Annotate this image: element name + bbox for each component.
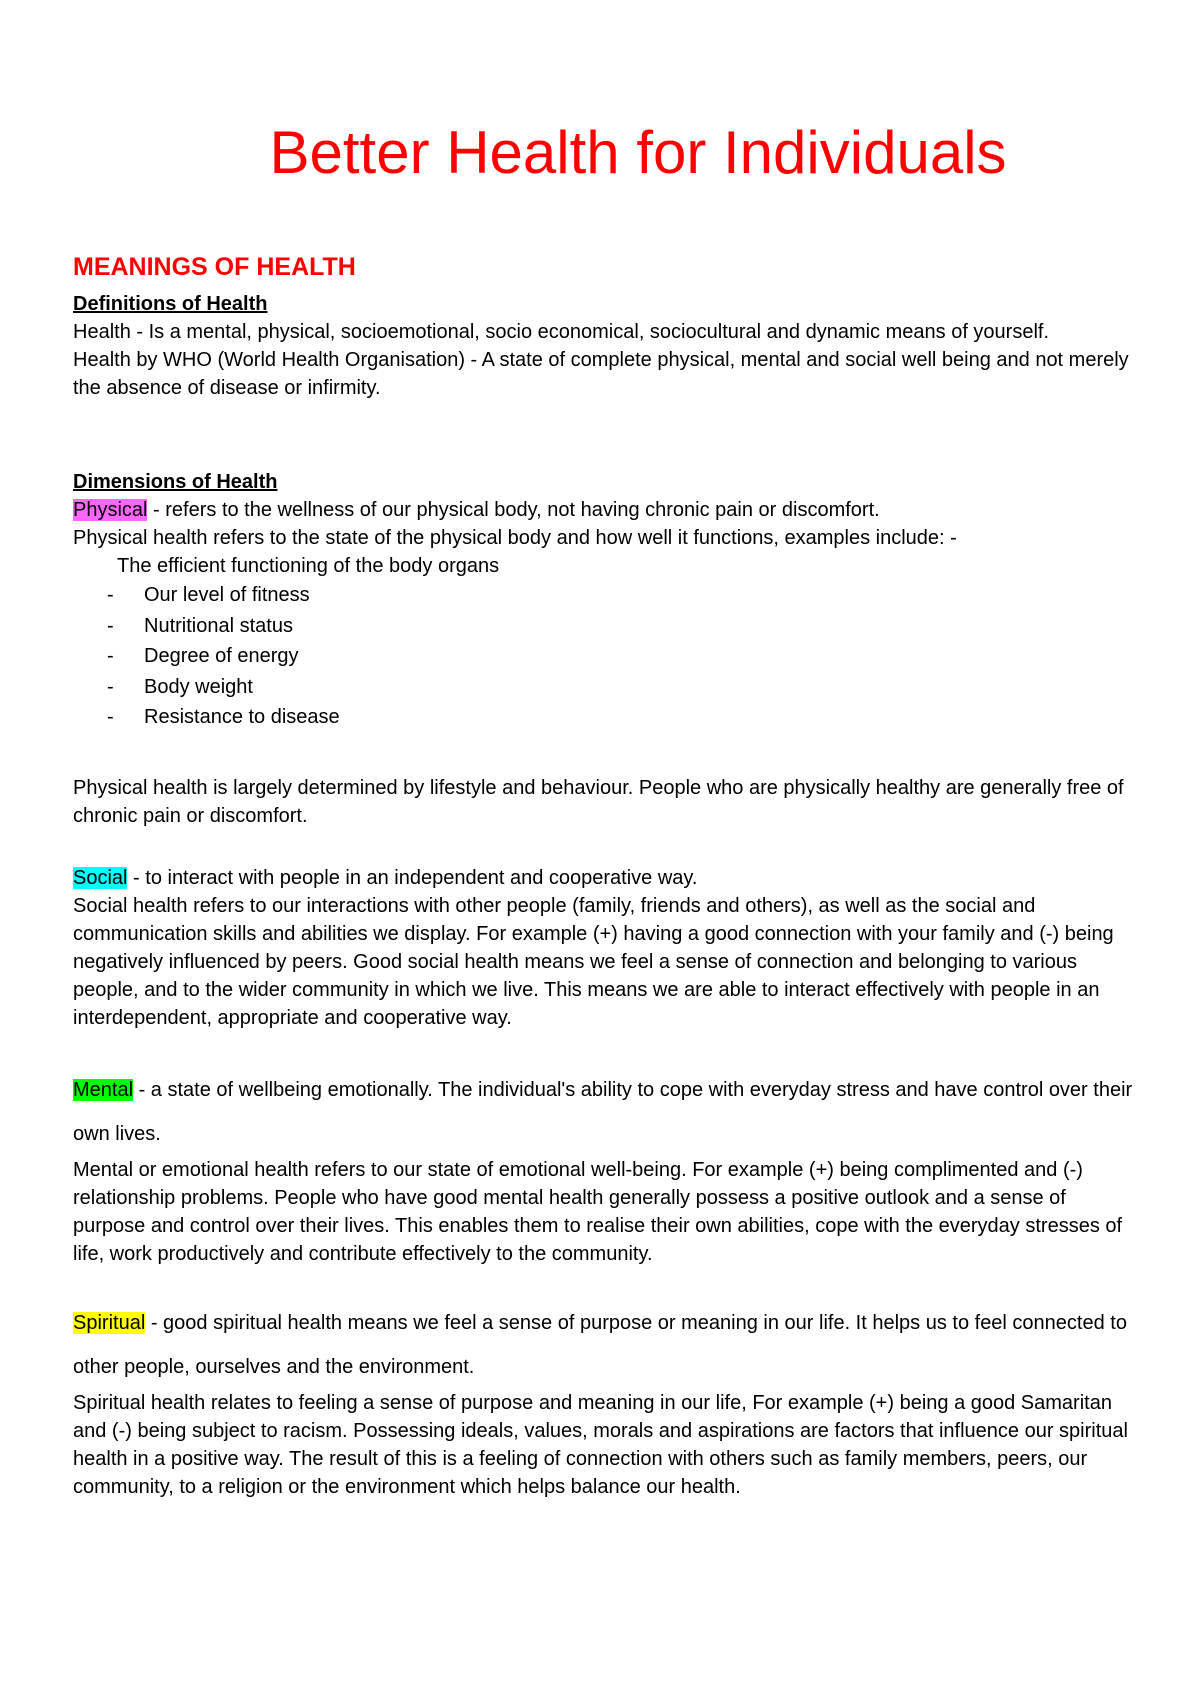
list-dash: -	[107, 645, 114, 667]
mental-block	[73, 1068, 1133, 1268]
spiritual-detail: Spiritual health relates to feeling a sense of purpose and meaning in our life, For example (+) being a good Samaritan and (-) being subject to racism. Possessing ideals, values, morals and aspirations are factors that influence our spiritual health in a positive way. The result of this is a feeling of connection with others such as family members, peers, our community, to a religion or the environment which helps balance our health.	[73, 1392, 1128, 1498]
list-item-text: Degree of energy	[144, 645, 299, 667]
section-heading: MEANINGS OF HEALTH	[73, 253, 356, 281]
document-title: Better Health for Individuals	[269, 119, 1007, 186]
physical-summary: Physical health is largely determined by lifestyle and behaviour. People who are physically healthy are generally free of chronic pain or discomfort.	[73, 777, 1124, 827]
physical-definition-text: - refers to the wellness of our physical body, not having chronic pain or discomfort.	[147, 499, 880, 521]
social-definition-text: - to interact with people in an independent and cooperative way.	[127, 867, 698, 889]
definitions-heading: Definitions of Health	[73, 293, 268, 315]
mental-label: Mental	[73, 1079, 134, 1101]
list-dash: -	[107, 614, 114, 637]
social-definition	[73, 864, 1133, 892]
list-item-text: Resistance to disease	[144, 706, 340, 728]
dimensions-heading: Dimensions of Health	[73, 471, 278, 493]
list-item	[73, 702, 1133, 733]
definitions-block	[73, 290, 1133, 402]
list-dash: -	[107, 706, 114, 728]
physical-intro: Physical health refers to the state of the physical body and how well it functions, examples include: -	[73, 527, 957, 549]
physical-label: Physical	[73, 499, 148, 521]
physical-summary-block	[73, 774, 1133, 830]
list-dash: -	[107, 584, 114, 606]
physical-first-example: The efficient functioning of the body organs	[117, 555, 500, 577]
list-item	[73, 611, 1133, 642]
list-item	[73, 641, 1133, 672]
mental-definition-text: - a state of wellbeing emotionally. The individual's ability to cope with everyday stress and have control over their own lives.	[73, 1079, 1133, 1145]
social-detail: Social health refers to our interactions with other people (family, friends and others), as well as the social and communication skills and abilities we display. For example (+) having a good connection with your family and (-) being negatively influenced by peers. Good social health means we feel a sense of connection and belonging to various people, and to the wider community in which we live. This means we are able to interact effectively with people in an interdependent, appropriate and cooperative way.	[73, 895, 1114, 1029]
list-item-text: Our level of fitness	[144, 584, 310, 606]
definition-who: Health by WHO (World Health Organisation) - A state of complete physical, mental and social well being and not merely the absence of disease or infirmity.	[73, 349, 1129, 399]
social-label: Social	[73, 867, 128, 889]
list-item-text: Nutritional status	[144, 614, 293, 637]
mental-definition	[73, 1068, 1133, 1156]
list-dash: -	[107, 675, 114, 698]
mental-detail: Mental or emotional health refers to our state of emotional well-being. For example (+) being complimented and (-) relationship problems. People who have good mental health generally possess a positive outlook and a sense of purpose and control over their lives. This enables them to realise their own abilities, cope with the everyday stresses of life, work productively and contribute effectively to the community.	[73, 1159, 1123, 1265]
dimensions-block	[73, 468, 1133, 733]
list-item-text: Body weight	[144, 675, 253, 698]
physical-examples-list	[73, 580, 1133, 733]
spiritual-definition	[73, 1301, 1133, 1389]
spiritual-block	[73, 1301, 1133, 1501]
definition-health: Health - Is a mental, physical, socioemotional, socio economical, sociocultural and dynamic means of yourself.	[73, 321, 1050, 343]
social-block	[73, 864, 1133, 1032]
list-item	[73, 672, 1133, 703]
list-item	[73, 580, 1133, 611]
spiritual-label: Spiritual	[73, 1312, 146, 1334]
spiritual-definition-text: - good spiritual health means we feel a sense of purpose or meaning in our life. It helps us to feel connected to other people, ourselves and the environment.	[73, 1312, 1127, 1378]
physical-definition	[73, 496, 1133, 524]
